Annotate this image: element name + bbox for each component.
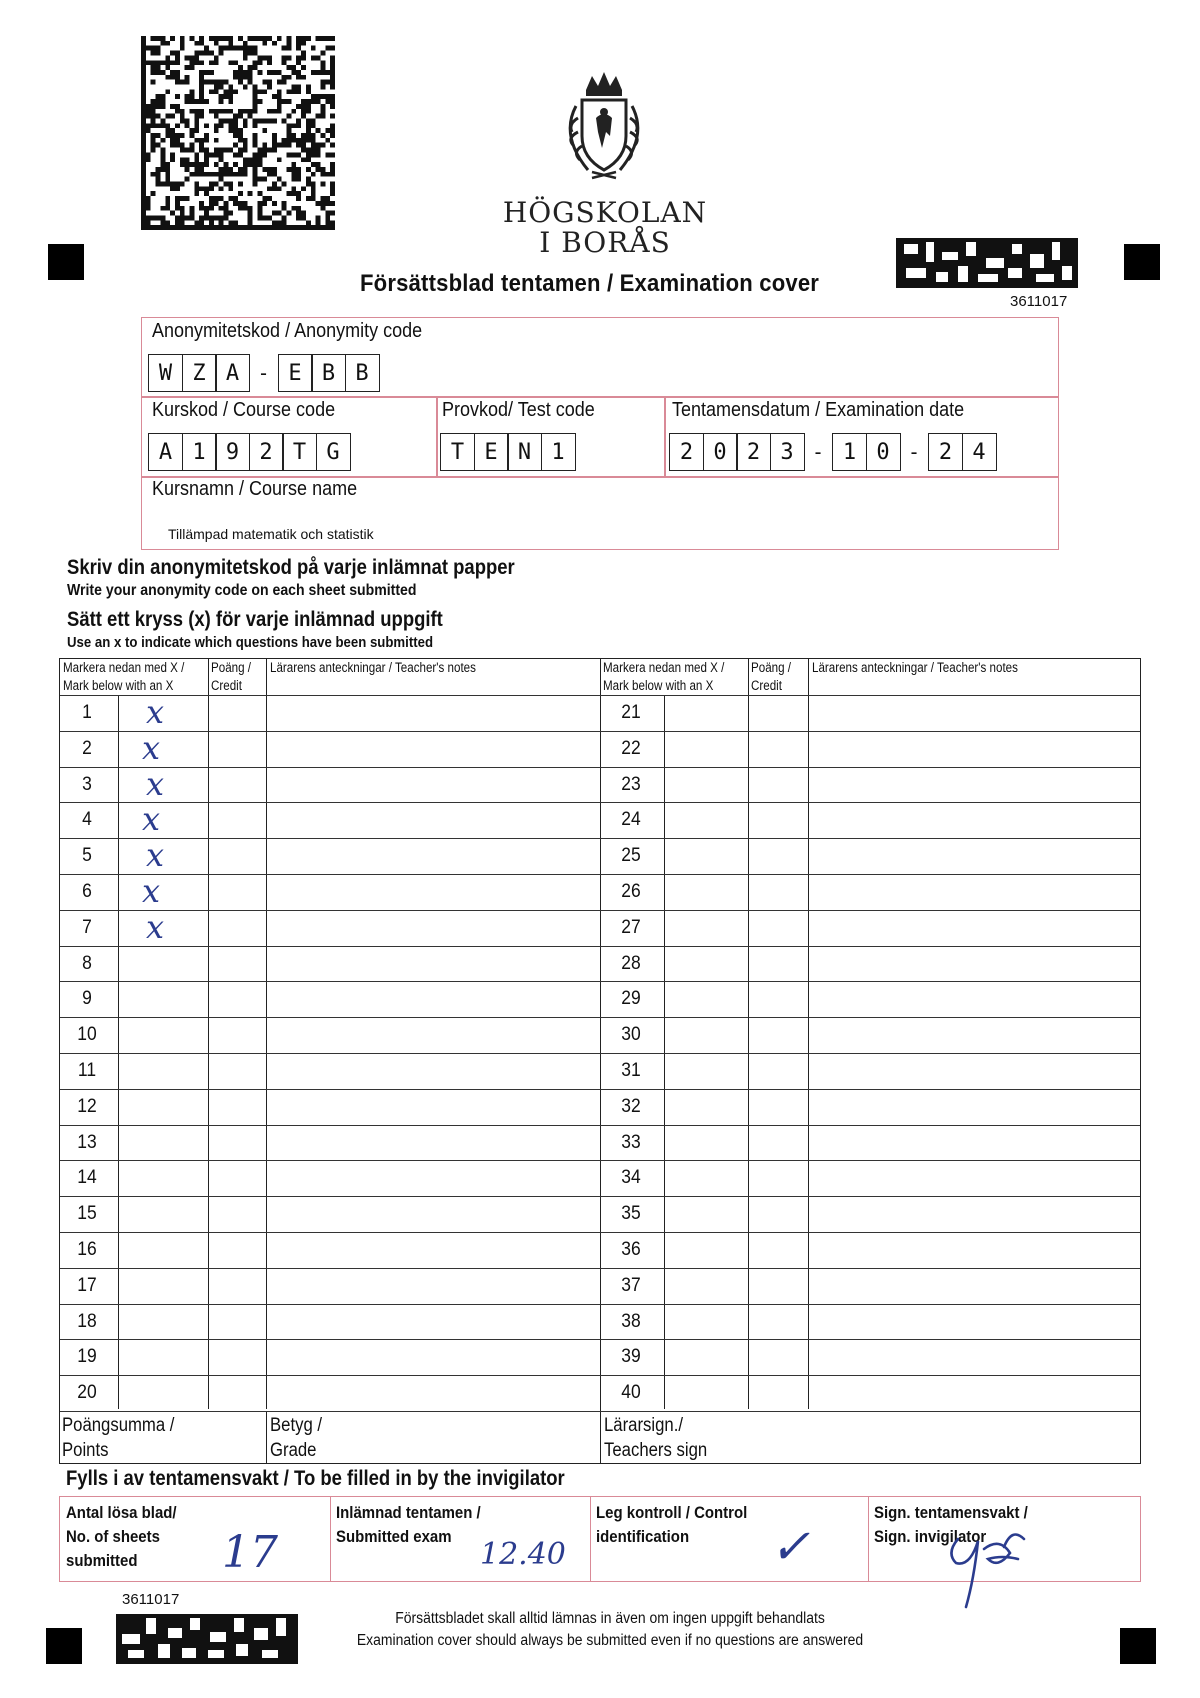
question-number: 27 — [621, 916, 641, 938]
date-char: 3 — [770, 433, 805, 471]
table-row-line — [60, 1196, 1140, 1197]
col-header-mark: Markera nedan med X / Mark below with an X — [63, 660, 185, 693]
test-code-char: 1 — [541, 433, 576, 471]
info-divider — [436, 396, 438, 476]
test-code-label: Provkod/ Test code — [442, 399, 595, 421]
course-code-char: G — [316, 433, 351, 471]
question-number: 1 — [82, 702, 92, 723]
questions-table — [59, 658, 1141, 1464]
course-code-char: 9 — [215, 433, 250, 471]
question-number: 13 — [77, 1131, 97, 1153]
submitted-exam-time: 12.40 — [480, 1537, 566, 1572]
date-char: 1 — [832, 433, 867, 471]
page-title: Försättsblad tentamen / Examination cover — [360, 270, 820, 297]
table-row-line — [60, 946, 1140, 947]
question-number: 25 — [621, 845, 641, 867]
bottom-barcode-number: 3611017 — [122, 1591, 180, 1608]
question-number: 5 — [82, 845, 92, 867]
question-number: 31 — [621, 1060, 641, 1081]
registration-mark-top-left — [48, 244, 84, 280]
course-code-char: 1 — [182, 433, 217, 471]
question-number: 23 — [621, 773, 641, 795]
table-row-line — [60, 1160, 1140, 1161]
code-char: Z — [182, 354, 217, 392]
question-submitted-mark: x — [146, 693, 165, 731]
table-row-line — [60, 1375, 1140, 1376]
table-row-line — [60, 1268, 1140, 1269]
submitted-exam-label: Inlämnad tentamen / Submitted exam — [336, 1503, 481, 1546]
col-header-notes-right: Lärarens anteckningar / Teacher's notes — [812, 660, 1018, 675]
registration-mark-top-right — [1124, 244, 1160, 280]
invigilator-sign-label: Sign. tentamensvakt / Sign. invigilator — [874, 1503, 1028, 1546]
date-char: 0 — [703, 433, 738, 471]
info-divider — [664, 396, 666, 476]
table-row-line — [60, 981, 1140, 982]
question-number: 39 — [621, 1346, 641, 1368]
question-number: 24 — [621, 809, 641, 831]
info-divider — [141, 396, 1059, 398]
top-barcode — [896, 238, 1078, 288]
table-row-line — [60, 1339, 1140, 1340]
table-row-line — [60, 1017, 1140, 1018]
course-code-label: Kurskod / Course code — [152, 399, 336, 421]
question-number: 28 — [621, 952, 641, 974]
question-number: 35 — [621, 1203, 641, 1225]
question-number: 14 — [77, 1167, 97, 1189]
invigilator-box — [59, 1496, 1141, 1582]
anonymity-code-label: Anonymitetskod / Anonymity code — [152, 320, 423, 342]
table-row-line — [60, 910, 1140, 911]
question-number: 7 — [82, 916, 92, 938]
points-sum-label: Poängsumma / Points — [62, 1415, 175, 1461]
instruction-mark-en: Use an x to indicate which questions have been submitted — [67, 634, 434, 651]
question-number: 36 — [621, 1239, 641, 1260]
table-row-line — [60, 1089, 1140, 1090]
question-number: 2 — [82, 737, 92, 759]
teacher-sign-label: Lärarsign./ Teachers sign — [604, 1415, 708, 1461]
question-submitted-mark: x — [146, 836, 165, 875]
course-code-cells — [148, 433, 349, 473]
exam-date-label: Tentamensdatum / Examination date — [672, 399, 965, 421]
table-row-line — [60, 695, 1140, 696]
date-dash: - — [811, 440, 825, 464]
test-code-char: E — [474, 433, 509, 471]
date-char: 4 — [962, 433, 997, 471]
table-row-line — [60, 874, 1140, 875]
course-code-char: A — [148, 433, 183, 471]
question-number: 26 — [621, 881, 641, 902]
question-number: 11 — [77, 1060, 97, 1081]
id-control-checkmark: ✓ — [770, 1519, 811, 1575]
sheets-submitted-label: Antal lösa blad/ No. of sheets submitted — [66, 1503, 177, 1570]
code-char: E — [278, 354, 313, 392]
col-header-credit-right: Poäng / Credit — [751, 660, 792, 693]
footer-note-sv: Försättsbladet skall alltid lämnas in även om ingen uppgift behandlats — [395, 1610, 825, 1627]
instruction-mark-sv: Sätt ett kryss (x) för varje inlämnad uppgift — [67, 608, 443, 631]
question-number: 20 — [77, 1382, 97, 1404]
code-char: B — [345, 354, 380, 392]
question-number: 33 — [621, 1131, 641, 1153]
table-row-line — [60, 1304, 1140, 1305]
course-name-label: Kursnamn / Course name — [152, 478, 358, 500]
sheets-submitted-value: 17 — [222, 1527, 278, 1578]
question-number: 34 — [621, 1167, 641, 1189]
university-crest-logo — [548, 66, 660, 186]
question-number: 21 — [621, 702, 641, 723]
question-number: 32 — [621, 1095, 641, 1117]
question-number: 6 — [82, 881, 92, 902]
question-number: 29 — [621, 988, 641, 1010]
top-barcode-number: 3611017 — [1010, 293, 1068, 310]
code-char: B — [311, 354, 346, 392]
course-code-char: T — [282, 433, 317, 471]
question-number: 22 — [621, 737, 641, 759]
question-submitted-mark: x — [146, 907, 165, 946]
school-name-line2: I BORÅS — [539, 226, 671, 259]
test-code-cells — [440, 433, 574, 473]
question-submitted-mark: x — [142, 728, 161, 767]
invigilator-heading: Fylls i av tentamensvakt / To be filled in by the invigilator — [66, 1467, 565, 1490]
question-submitted-mark: x — [142, 872, 161, 910]
table-row-line — [60, 1232, 1140, 1233]
date-char: 2 — [928, 433, 963, 471]
registration-mark-bottom-left — [46, 1628, 82, 1664]
question-submitted-mark: x — [146, 764, 165, 803]
table-row-line — [60, 731, 1140, 732]
col-header-credit: Poäng / Credit — [211, 660, 252, 693]
bottom-barcode — [116, 1614, 298, 1664]
table-row-line — [60, 802, 1140, 803]
question-number: 18 — [77, 1310, 97, 1332]
id-control-label: Leg kontroll / Control identification — [596, 1503, 748, 1546]
school-name-line1: HÖGSKOLAN — [502, 196, 708, 229]
anonymity-code-cells — [148, 354, 378, 394]
instruction-anonymity-sv: Skriv din anonymitetskod på varje inlämnat papper — [67, 556, 515, 579]
date-char: 2 — [669, 433, 704, 471]
question-number: 16 — [77, 1239, 97, 1260]
date-char: 0 — [866, 433, 901, 471]
grade-label: Betyg / Grade — [270, 1415, 323, 1461]
invigilator-signature — [940, 1519, 1050, 1613]
test-code-char: T — [440, 433, 475, 471]
matrix-barcode — [140, 36, 336, 230]
question-number: 19 — [77, 1346, 97, 1368]
date-dash: - — [907, 440, 921, 464]
col-header-mark-right: Markera nedan med X / Mark below with an X — [603, 660, 725, 693]
code-char: W — [148, 354, 183, 392]
question-number: 37 — [621, 1274, 641, 1296]
date-char: 2 — [736, 433, 771, 471]
code-char: A — [215, 354, 250, 392]
col-header-notes: Lärarens anteckningar / Teacher's notes — [270, 660, 476, 675]
course-code-char: 2 — [249, 433, 284, 471]
instruction-anonymity-en: Write your anonymity code on each sheet submitted — [67, 582, 417, 599]
question-number: 8 — [82, 952, 92, 974]
test-code-char: N — [507, 433, 542, 471]
question-number: 40 — [621, 1382, 641, 1404]
code-dash: - — [257, 361, 270, 385]
question-number: 17 — [77, 1274, 97, 1296]
registration-mark-bottom-right — [1120, 1628, 1156, 1664]
table-row-line — [60, 767, 1140, 768]
exam-date-cells — [669, 433, 995, 473]
question-submitted-mark: x — [142, 800, 161, 839]
table-row-line — [60, 1053, 1140, 1054]
question-number: 10 — [77, 1024, 97, 1046]
footer-note-en: Examination cover should always be submitted even if no questions are answered — [356, 1632, 864, 1649]
question-number: 30 — [621, 1024, 641, 1046]
table-row-line — [60, 1125, 1140, 1126]
table-row-line — [60, 1411, 1140, 1412]
question-number: 3 — [82, 773, 92, 795]
question-number: 12 — [77, 1095, 97, 1117]
course-name-value: Tillämpad matematik och statistik — [168, 526, 374, 542]
table-row-line — [60, 838, 1140, 839]
question-number: 38 — [621, 1310, 641, 1332]
question-number: 4 — [82, 809, 92, 831]
question-number: 9 — [82, 988, 92, 1010]
question-number: 15 — [77, 1203, 97, 1225]
